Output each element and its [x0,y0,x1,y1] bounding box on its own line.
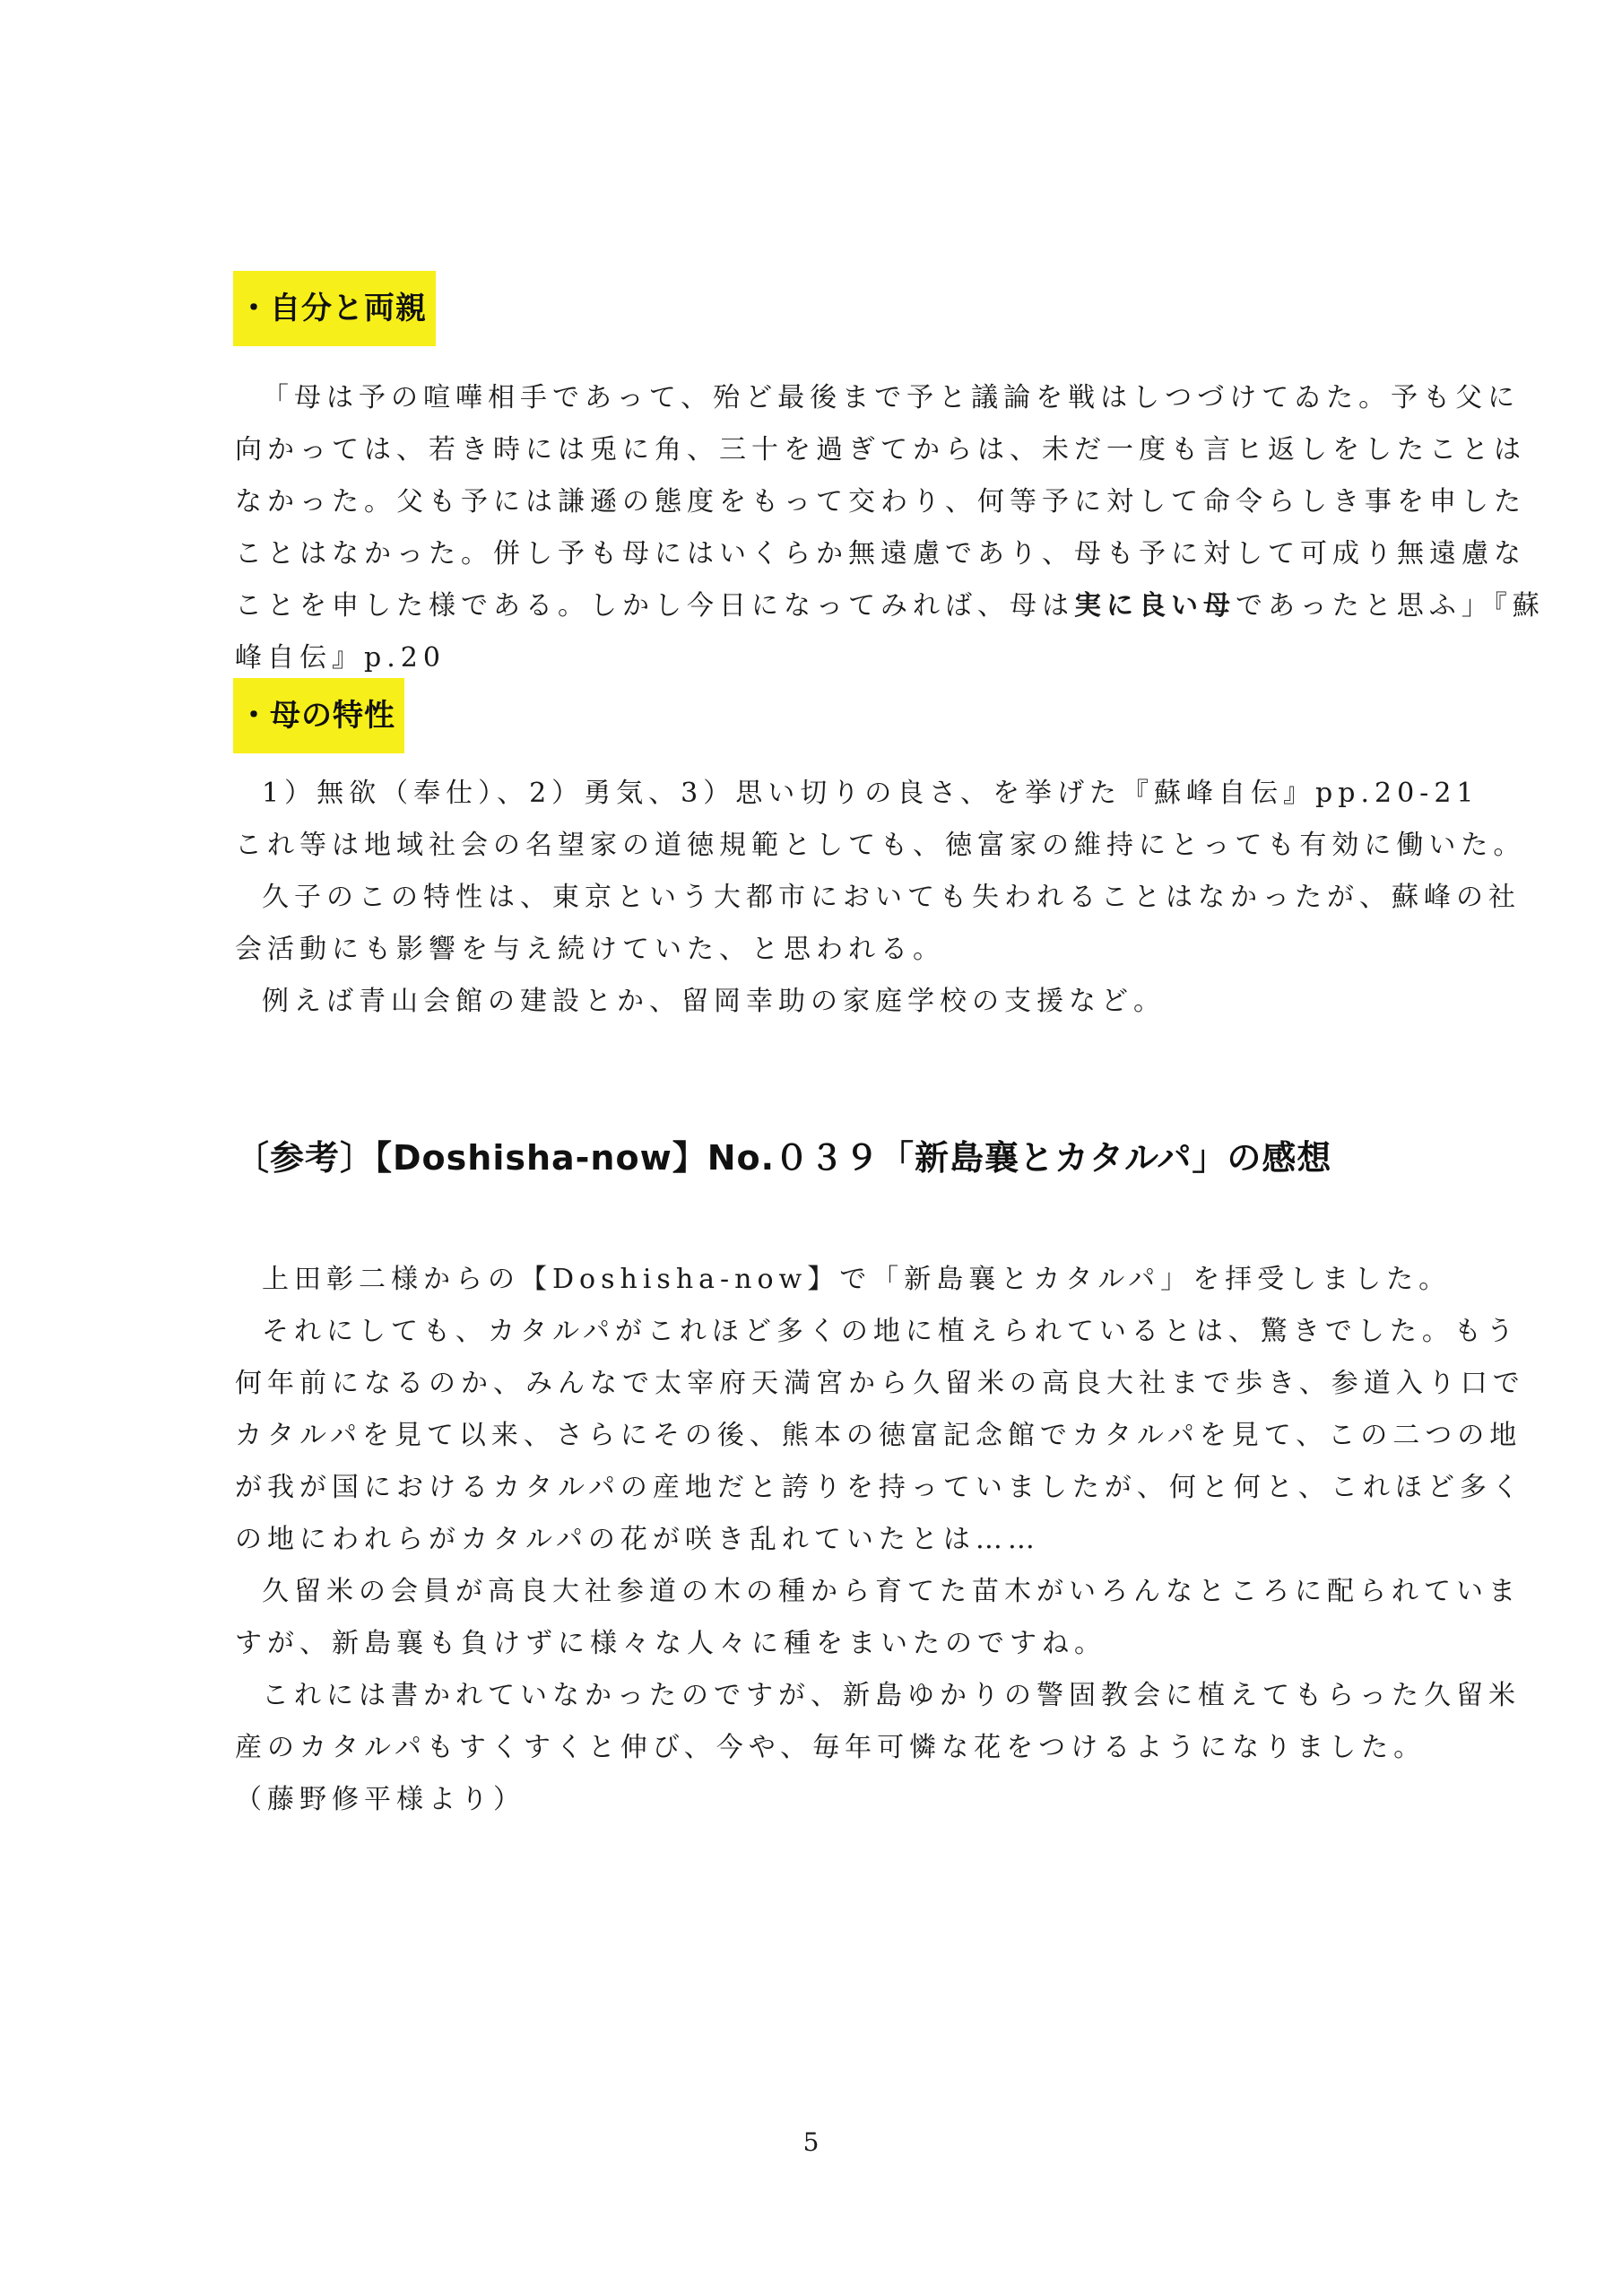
reference-line-2: それにしても、カタルパがこれほど多くの地に植えられているとは、驚きでした。もう [262,1316,1519,1347]
reference-line-3: 何年前になるのか、みんなで太宰府天満宮から久留米の高良大社まで歩き、参道入り口で [235,1368,1525,1399]
traits-line-2: これ等は地域社会の名望家の道徳規範としても、徳富家の維持にとっても有効に働いた。 [235,830,1526,861]
section-title-reference: 〔参考〕【Doshisha-now】No.０３９「新島襄とカタルパ」の感想 [235,1138,1332,1178]
section-heading-self-and-parents: ・自分と両親 [233,271,436,346]
reference-line-7: 久留米の会員が高良大社参道の木の種から育てた苗木がいろんなところに配られていま [262,1576,1521,1607]
quote-line-4: ことはなかった。併し予も母にはいくらか無遠慮であり、母も予に対して可成り無遠慮な [235,538,1526,570]
traits-line-4: 会活動にも影響を与え続けていた、と思われる。 [235,934,945,965]
section-heading-mother-traits: ・母の特性 [233,678,404,753]
reference-line-4: カタルパを見て以来、さらにその後、熊本の徳富記念館でカタルパを見て、この二つの地 [235,1420,1522,1451]
reference-line-8: すが、新島襄も負けずに様々な人々に種をまいたのですね。 [235,1628,1106,1659]
traits-block [235,768,1526,1028]
reference-line-9: これには書かれていなかったのですが、新島ゆかりの警固教会に植えてもらった久留米 [262,1680,1521,1711]
quote-line-1: 「母は予の喧嘩相手であって、殆ど最後まで予と議論を戦はしつづけてゐた。予も父に [262,382,1521,413]
traits-line-5: 例えば青山会館の建設とか、留岡幸助の家庭学校の支援など。 [262,986,1166,1017]
traits-line-3: 久子のこの特性は、東京という大都市においても失われることはなかったが、蘇峰の社 [262,882,1521,913]
reference-line-11: （藤野修平様より） [235,1784,525,1815]
reference-body [235,1254,1525,1826]
reference-line-10: 産のカタルパもすくすくと伸び、今や、毎年可憐な花をつけるようになりました。 [235,1732,1427,1763]
traits-line-1: 1）無欲（奉仕）、2）勇気、3）思い切りの良さ、を挙げた『蘇峰自伝』pp.20-21 [262,778,1479,809]
reference-line-1: 上田彰二様からの【Doshisha-now】で「新島襄とカタルパ」を拝受しました。 [262,1264,1452,1295]
reference-line-6: の地にわれらがカタルパの花が咲き乱れていたとは…… [235,1524,1040,1555]
quote-line-3: なかった。父も予には謙遜の態度をもって交わり、何等予に対して命令らしき事を申した [235,486,1526,517]
quote-line-2: 向かっては、若き時には兎に角、三十を過ぎてからは、未だ一度も言ヒ返しをしたことは [235,434,1526,465]
quote-line-5 [235,580,1545,632]
quote-line-5-after: であったと思ふ」『蘇 [1236,590,1545,622]
quote-line-6: 峰自伝』p.20 [235,642,446,674]
quote-emphasis: 実に良い母 [1074,590,1236,622]
quote-block [235,372,1545,684]
quote-line-5-before: ことを申した様である。しかし今日になってみれば、母は [235,590,1074,622]
page-number: 5 [802,2127,820,2157]
reference-line-5: が我が国におけるカタルパの産地だと誇りを持っていましたが、何と何と、これほど多く [235,1472,1524,1503]
